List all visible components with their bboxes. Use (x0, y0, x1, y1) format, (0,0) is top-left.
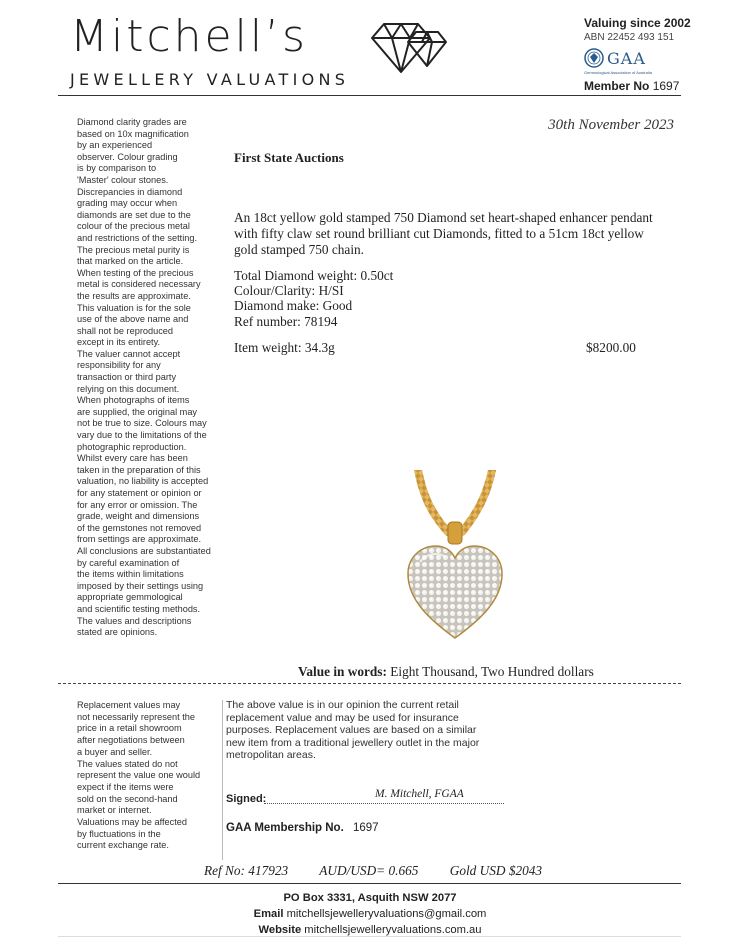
item-price: $8200.00 (586, 340, 636, 355)
disclaimer-line: 'Master' colour stones. (77, 174, 169, 185)
disclaimer-line: and restrictions of the setting. (77, 232, 198, 243)
member-number (584, 79, 734, 93)
disclaimer-line: colour of the precious metal (77, 221, 190, 232)
disclaimer-line: The values stated do not (77, 758, 178, 769)
brand-name: Mitchell’s (70, 11, 308, 62)
gold-price: Gold USD $2043 (449, 863, 543, 878)
disclaimer-line: grade, weight and dimensions (77, 511, 200, 522)
disclaimer-top (77, 117, 227, 639)
membership-label: GAA Membership No. (226, 822, 344, 834)
disclaimer-line: shall not be reproduced (77, 325, 174, 336)
disclaimer-line: the items within limitations (77, 569, 184, 580)
footer-divider (58, 883, 681, 884)
disclaimer-line: the results are approximate. (77, 290, 191, 301)
disclaimer-line: observer. Colour grading (77, 151, 178, 162)
disclaimer-line: All conclusions are substantiated (77, 545, 211, 556)
email-label: Email (253, 907, 284, 920)
ref-number: Ref No: 417923 (204, 863, 289, 878)
pendant-photo (400, 470, 510, 640)
signed-label: Signed: (226, 793, 267, 805)
disclaimer-line: stated are opinions. (77, 627, 158, 638)
disclaimer-line: by careful examination of (77, 557, 180, 568)
page-bottom-rule (58, 936, 681, 937)
member-label: Member No (584, 79, 650, 93)
disclaimer-line: is by comparison to (77, 163, 157, 174)
exchange-rate: AUD/USD= 0.665 (319, 863, 419, 878)
value-words-text: Eight Thousand, Two Hundred dollars (390, 664, 594, 679)
gaa-membership (226, 822, 379, 834)
disclaimer-line: grading may occur when (77, 198, 178, 209)
spec-line: Diamond make: Good (234, 298, 353, 314)
gaa-logo-text: GAA (607, 48, 646, 68)
disclaimer-bottom (77, 700, 217, 852)
disclaimer-line: taken in the preparation of this (77, 464, 201, 475)
gaa-logo (584, 47, 734, 69)
disclaimer-line: for any statement or opinion or (77, 488, 202, 498)
disclaimer-line: Diamond clarity grades are (77, 117, 187, 127)
disclaimer-line: relying on this document. (77, 383, 180, 394)
item-weight: Item weight: 34.3g (234, 340, 335, 355)
disclaimer-line: diamonds are set due to the (77, 209, 191, 220)
disclaimer-line: When photographs of items (77, 395, 190, 406)
signatory-name: M. Mitchell, FGAA (375, 788, 464, 800)
brand-logo (70, 10, 390, 90)
valuing-since: Valuing since 2002 (584, 16, 691, 30)
disclaimer-line: The precious metal purity is (77, 244, 190, 255)
client-name: First State Auctions (234, 150, 344, 165)
spec-line: Colour/Clarity: H/SI (234, 283, 344, 299)
website-label: Website (258, 923, 302, 936)
disclaimer-line: responsibility for any (77, 360, 161, 371)
disclaimer-line: by an experienced (77, 140, 153, 151)
gaa-fine-text: Gemmological Association of Australia (584, 70, 652, 75)
brand-subtitle: JEWELLERY VALUATIONS (70, 70, 350, 89)
membership-number: 1697 (352, 822, 379, 834)
disclaimer-line: transaction or third party (77, 372, 177, 383)
disclaimer-line: price in a retail showroom (77, 723, 182, 734)
column-divider (222, 700, 223, 860)
disclaimer-line: not necessarily represent the (77, 711, 195, 722)
disclaimer-line: after negotiations between (77, 735, 185, 746)
footer-email (230, 907, 510, 923)
website-link[interactable]: mitchellsjewelleryvaluations.com.au (304, 923, 482, 936)
disclaimer-line: use of the above name and (77, 314, 189, 325)
valuation-date: 30th November 2023 (548, 117, 674, 133)
disclaimer-line: Whilst every care has been (77, 453, 188, 464)
disclaimer-line: except in its entirety. (77, 337, 161, 348)
disclaimer-line: valuation, no liability is accepted (77, 476, 209, 487)
disclaimer-line: by fluctuations in the (77, 828, 161, 839)
disclaimer-line: Valuations may be affected (77, 817, 187, 828)
disclaimer-line: This valuation is for the sole (77, 302, 191, 313)
disclaimer-line: When testing of the precious (77, 267, 194, 278)
spec-line: Total Diamond weight: 0.50ct (234, 268, 394, 283)
footer-contact (230, 891, 510, 938)
disclaimer-line: and scientific testing methods. (77, 603, 201, 614)
disclaimer-line: Replacement values may (77, 700, 181, 710)
disclaimer-line: of the gemstones not removed (77, 522, 202, 533)
disclaimer-line: sold on the second-hand (77, 793, 178, 804)
footer-address: PO Box 3331, Asquith NSW 2077 (283, 892, 457, 904)
disclaimer-line: Discrepancies in diamond (77, 186, 183, 197)
signature-line (264, 803, 504, 804)
disclaimer-line: expect if the items were (77, 781, 174, 792)
email-link[interactable]: mitchellsjewelleryvaluations@gmail.com (286, 907, 487, 920)
disclaimer-line: The values and descriptions (77, 615, 192, 626)
value-in-words (298, 664, 594, 680)
item-specs (234, 268, 393, 329)
disclaimer-line: are supplied, the original may (77, 406, 198, 417)
disclaimer-line: The valuer cannot accept (77, 348, 181, 359)
disclaimer-line: current exchange rate. (77, 840, 169, 851)
disclaimer-line: appropriate gemmological (77, 592, 183, 603)
header-credentials (584, 16, 734, 93)
section-divider (58, 683, 681, 684)
spec-line: Ref number: 78194 (234, 313, 338, 329)
disclaimer-line: a buyer and seller. (77, 746, 153, 757)
disclaimer-line: photographic reproduction. (77, 441, 187, 452)
disclaimer-line: imposed by their settings using (77, 580, 204, 591)
disclaimer-line: metal is considered necessary (77, 279, 201, 290)
reference-row (204, 863, 542, 879)
disclaimer-line: market or internet. (77, 805, 152, 816)
header-divider (58, 95, 681, 96)
disclaimer-line: not be true to size. Colours may (77, 418, 207, 429)
disclaimer-line: based on 10x magnification (77, 128, 189, 139)
disclaimer-line: for any error or omission. The (77, 499, 198, 510)
gaa-seal-icon (584, 48, 604, 68)
diamond-icon (370, 20, 448, 76)
disclaimer-line: represent the value one would (77, 770, 201, 781)
disclaimer-line: from settings are approximate. (77, 534, 202, 545)
disclaimer-line: vary due to the limitations of the (77, 430, 207, 441)
disclaimer-line: that marked on the article. (77, 256, 184, 267)
member-number-value: 1697 (652, 79, 680, 93)
abn-number: ABN 22452 493 151 (584, 32, 675, 43)
opinion-statement: The above value is in our opinion the current retail replacement value and may be used for insurance purposes. Replacement values are based on a similar new item from a traditional jewellery outlet in the major metropolitan areas. (226, 699, 480, 761)
item-description: An 18ct yellow gold stamped 750 Diamond set heart-shaped enhancer pendant with fifty claw set round brilliant cut Diamonds, fitted to a 51cm 18ct yellow gold stamped 750 chain. (234, 210, 653, 257)
value-words-label: Value in words: (298, 664, 387, 679)
